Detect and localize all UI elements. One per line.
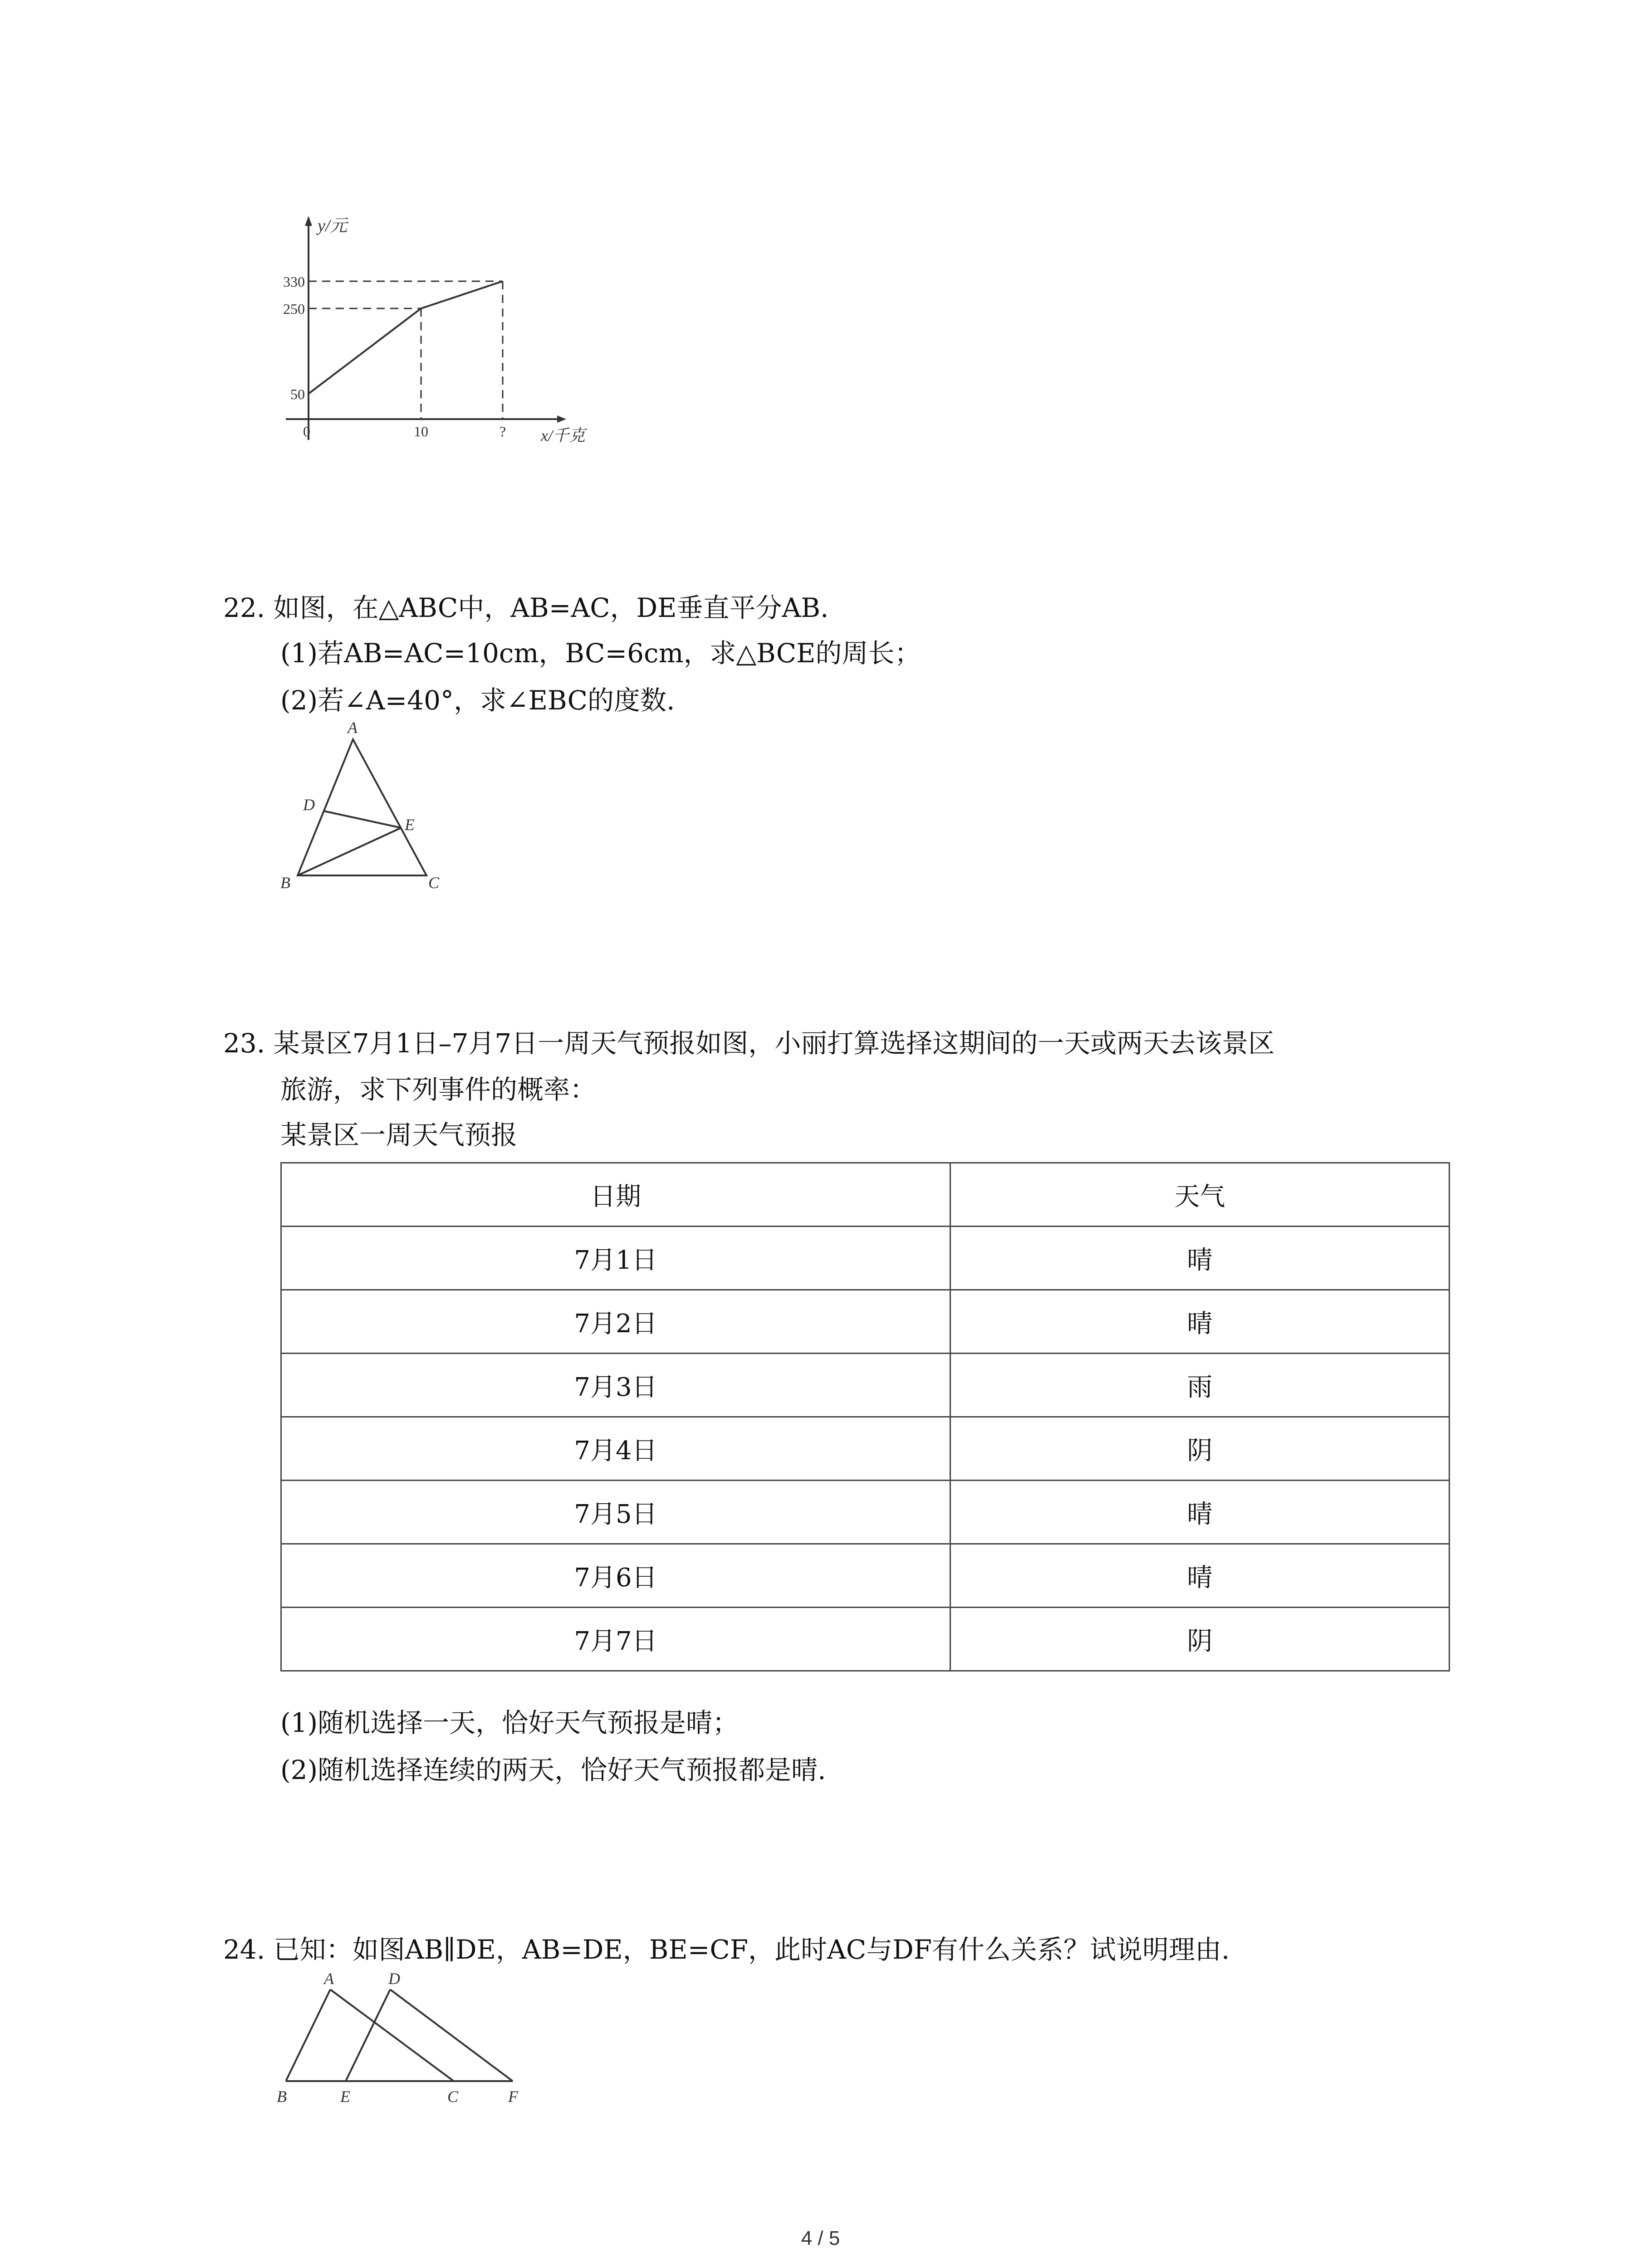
q22-triangle-figure [272, 717, 472, 898]
y-tick-330: 330 [283, 274, 305, 290]
x-tick-10: 10 [414, 423, 428, 440]
cell-weather: 晴 [950, 1544, 1450, 1608]
cell-weather: 阴 [950, 1417, 1450, 1481]
q23-question-1: (1)随机选择一天，恰好天气预报是晴； [280, 1707, 739, 1738]
label-b: B [277, 2087, 287, 2106]
label-e: E [340, 2087, 350, 2106]
cell-date: 7月3日 [281, 1354, 950, 1417]
table-row [281, 1417, 1450, 1481]
x-tick-q: ? [499, 423, 506, 440]
cell-weather: 晴 [950, 1290, 1450, 1354]
segment-de [324, 811, 401, 828]
label-d: D [388, 1970, 400, 1988]
header-weather: 天气 [950, 1163, 1450, 1227]
q23-question-2: (2)随机选择连续的两天，恰好天气预报都是晴. [280, 1755, 826, 1785]
table-row [281, 1290, 1450, 1354]
label-b: B [280, 874, 290, 892]
function-line [309, 281, 503, 394]
y-tick-250: 250 [283, 301, 305, 317]
cell-date: 7月4日 [281, 1417, 950, 1481]
cell-date: 7月6日 [281, 1544, 950, 1608]
cell-weather: 雨 [950, 1354, 1450, 1417]
segment-ac [330, 1989, 454, 2081]
y-axis-label: y/元 [318, 216, 348, 235]
label-e: E [405, 816, 415, 834]
table-header-row [281, 1163, 1450, 1227]
label-a: A [348, 719, 358, 737]
x-tick-0: 0 [303, 423, 310, 440]
page-number: 4 / 5 [801, 2227, 840, 2249]
q24-figure [268, 1969, 540, 2118]
q22-line-3: (2)若∠A=40°，求∠EBC的度数. [280, 685, 675, 716]
segment-df [390, 1989, 513, 2081]
segment-de [346, 1989, 390, 2081]
q22-line-1: 22. 如图，在△ABC中，AB=AC，DE垂直平分AB. [223, 592, 829, 623]
q23-line-1: 23. 某景区7月1日–7月7日一周天气预报如图，小丽打算选择这期间的一天或两天去该景区 [223, 1028, 1275, 1059]
table-row [281, 1481, 1450, 1544]
table-row [281, 1544, 1450, 1608]
label-a: A [324, 1970, 334, 1988]
cell-weather: 晴 [950, 1227, 1450, 1290]
q21-graph [254, 200, 617, 463]
label-f: F [508, 2087, 518, 2106]
q22-line-2: (1)若AB=AC=10cm，BC=6cm，求△BCE的周长； [280, 638, 921, 669]
cell-date: 7月2日 [281, 1290, 950, 1354]
q23-table-caption: 某景区一周天气预报 [280, 1119, 518, 1150]
table-row [281, 1354, 1450, 1417]
segment-ab [286, 1989, 330, 2081]
cell-date: 7月7日 [281, 1608, 950, 1671]
cell-date: 7月1日 [281, 1227, 950, 1290]
x-axis-label: x/千克 [541, 426, 585, 445]
label-c: C [447, 2087, 459, 2106]
weather-table [280, 1162, 1450, 1672]
y-tick-50: 50 [290, 386, 305, 402]
cell-weather: 阴 [950, 1608, 1450, 1671]
header-date: 日期 [281, 1163, 950, 1227]
q24-line: 24. 已知：如图AB∥DE，AB=DE，BE=CF，此时AC与DF有什么关系？试说明理由. [223, 1934, 1230, 1965]
q23-line-2: 旅游，求下列事件的概率： [280, 1074, 597, 1105]
triangle-abc [298, 739, 426, 875]
x-axis-arrow [557, 415, 566, 423]
cell-date: 7月5日 [281, 1481, 950, 1544]
label-d: D [303, 796, 315, 814]
label-c: C [428, 874, 440, 892]
y-axis-arrow [305, 216, 312, 226]
table-row [281, 1608, 1450, 1671]
cell-weather: 晴 [950, 1481, 1450, 1544]
table-row [281, 1227, 1450, 1290]
